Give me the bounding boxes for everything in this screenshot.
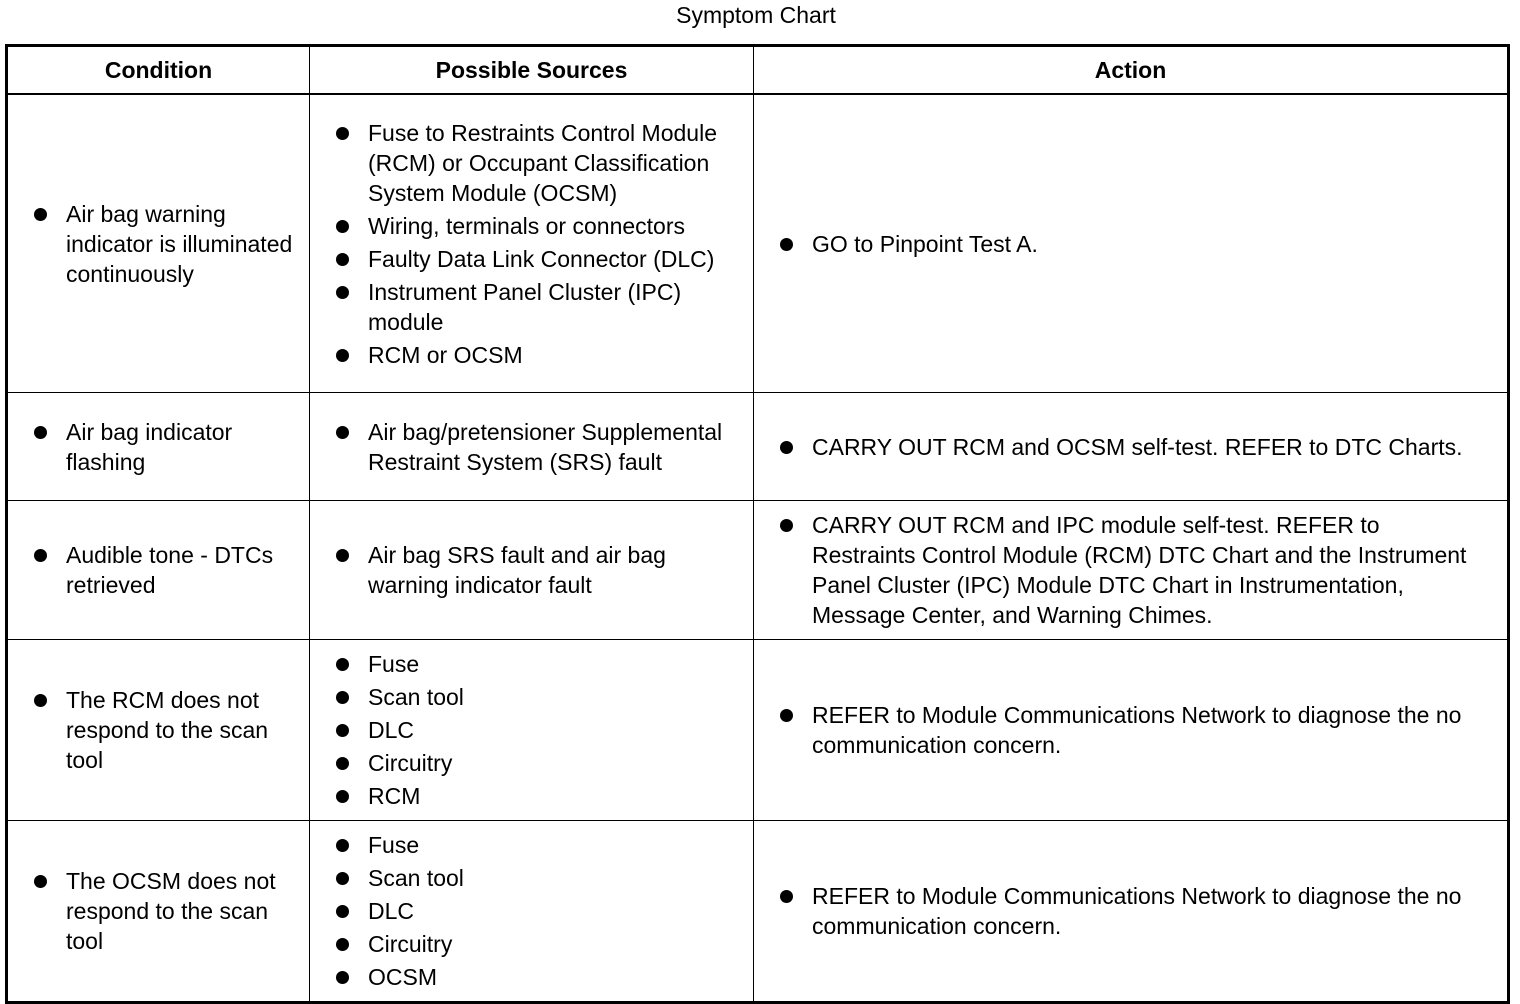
condition-item: The RCM does not respond to the scan tool (34, 685, 301, 775)
header-action: Action (754, 46, 1509, 95)
sources-list (310, 821, 753, 1001)
header-possible-sources: Possible Sources (310, 46, 754, 95)
condition-item: Air bag indicator flashing (34, 417, 301, 477)
condition-list (8, 190, 309, 298)
source-item: Scan tool (336, 682, 749, 712)
action-list (754, 872, 1507, 950)
condition-list (8, 857, 309, 965)
source-item: RCM (336, 781, 749, 811)
source-item: Instrument Panel Cluster (IPC) module (336, 277, 749, 337)
source-item: Circuitry (336, 748, 749, 778)
sources-cell (310, 640, 754, 821)
condition-list (8, 531, 309, 609)
action-item: GO to Pinpoint Test A. (780, 229, 1487, 259)
condition-item: Air bag warning indicator is illuminated continuously (34, 199, 301, 289)
condition-cell (7, 393, 310, 501)
source-item: Air bag/pretensioner Supplemental Restraint System (SRS) fault (336, 417, 749, 477)
action-cell (754, 94, 1509, 393)
source-item: Scan tool (336, 863, 749, 893)
source-item: RCM or OCSM (336, 340, 749, 370)
action-item: CARRY OUT RCM and OCSM self-test. REFER to DTC Charts. (780, 432, 1487, 462)
action-item: CARRY OUT RCM and IPC module self-test. REFER to Restraints Control Module (RCM) DTC Chart and the Instrument Panel Cluster (IPC) Module DTC Chart in Instrumentation, Message Center, and Warning Chimes. (780, 510, 1487, 630)
sources-cell (310, 821, 754, 1003)
source-item: Wiring, terminals or connectors (336, 211, 749, 241)
source-item: Fuse (336, 649, 749, 679)
source-item: DLC (336, 715, 749, 745)
source-item: Faulty Data Link Connector (DLC) (336, 244, 749, 274)
source-item: OCSM (336, 962, 749, 992)
action-cell (754, 393, 1509, 501)
table-row (7, 640, 1509, 821)
sources-cell (310, 94, 754, 393)
sources-list (310, 408, 753, 486)
source-item: Circuitry (336, 929, 749, 959)
action-item: REFER to Module Communications Network to diagnose the no communication concern. (780, 881, 1487, 941)
header-row (7, 46, 1509, 95)
table-row (7, 94, 1509, 393)
condition-list (8, 408, 309, 486)
condition-list (8, 676, 309, 784)
condition-cell (7, 821, 310, 1003)
action-cell (754, 501, 1509, 640)
action-list (754, 691, 1507, 769)
symptom-chart-table (5, 44, 1510, 1004)
source-item: DLC (336, 896, 749, 926)
condition-cell (7, 640, 310, 821)
condition-item: The OCSM does not respond to the scan tool (34, 866, 301, 956)
source-item: Fuse to Restraints Control Module (RCM) or Occupant Classification System Module (OCSM) (336, 118, 749, 208)
sources-list (310, 531, 753, 609)
action-cell (754, 821, 1509, 1003)
sources-cell (310, 501, 754, 640)
sources-list (310, 109, 753, 379)
header-condition: Condition (7, 46, 310, 95)
table-row (7, 393, 1509, 501)
table-row (7, 821, 1509, 1003)
source-item: Fuse (336, 830, 749, 860)
sources-cell (310, 393, 754, 501)
table-row (7, 501, 1509, 640)
action-list (754, 423, 1507, 471)
action-item: REFER to Module Communications Network to diagnose the no communication concern. (780, 700, 1487, 760)
action-cell (754, 640, 1509, 821)
sources-list (310, 640, 753, 820)
action-list (754, 220, 1507, 268)
condition-cell (7, 501, 310, 640)
condition-item: Audible tone - DTCs retrieved (34, 540, 301, 600)
chart-title: Symptom Chart (676, 2, 836, 28)
condition-cell (7, 94, 310, 393)
action-list (754, 501, 1507, 639)
source-item: Air bag SRS fault and air bag warning indicator fault (336, 540, 749, 600)
